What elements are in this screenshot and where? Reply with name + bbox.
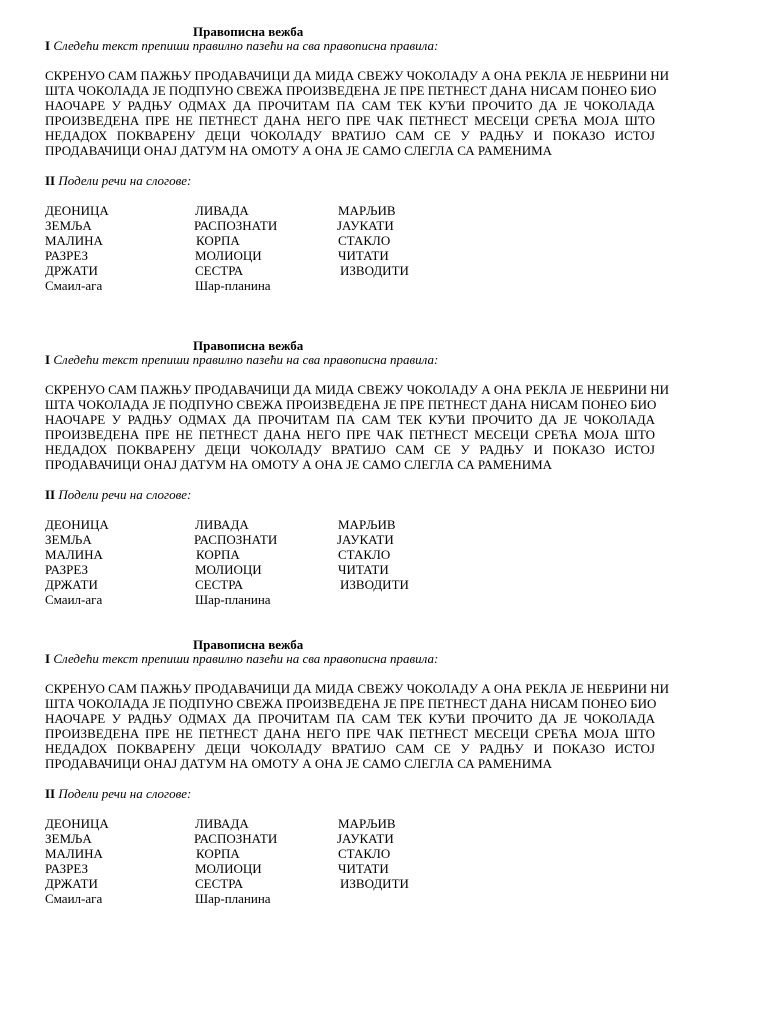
word-item: ЧИТАТИ bbox=[338, 861, 389, 876]
paragraph-line: ПРОДАВАЧИЦИ ОНАЈ ДАТУМ НА ОМОТУ А ОНА ЈЕ САМО СЛЕГЛА СА РАМЕНИМА bbox=[45, 756, 553, 771]
paragraph-line: СКРЕНУО САМ ПАЖЊУ ПРОДАВАЧИЦИ ДА МИДА СВЕЖУ ЧОКОЛАДУ А ОНА РЕКЛА ЈЕ НЕБРИНИ НИ bbox=[45, 681, 670, 696]
word-item: ЈАУКАТИ bbox=[337, 831, 394, 846]
task-1-number: I bbox=[45, 651, 51, 666]
paragraph-line: СКРЕНУО САМ ПАЖЊУ ПРОДАВАЧИЦИ ДА МИДА СВЕЖУ ЧОКОЛАДУ А ОНА РЕКЛА ЈЕ НЕБРИНИ НИ bbox=[45, 68, 670, 83]
word-item: ЧИТАТИ bbox=[338, 562, 389, 577]
uppercase-paragraph bbox=[45, 68, 670, 158]
paragraph-line: НЕДАДОХ ПОКВАРЕНУ ДЕЦИ ЧОКОЛАДУ ВРАТИЈО САМ СЕ У РАДЊУ И ПОКАЗО ИСТОЈ bbox=[45, 741, 655, 756]
word-item: ДЕОНИЦА bbox=[45, 203, 109, 218]
word-item: ИЗВОДИТИ bbox=[340, 263, 409, 278]
word-item: МАЛИНА bbox=[45, 233, 103, 248]
task-2-heading bbox=[45, 173, 191, 188]
word-item: РАСПОЗНАТИ bbox=[194, 218, 278, 233]
word-item: ЛИВАДА bbox=[195, 517, 249, 532]
task-2-heading bbox=[45, 487, 191, 502]
word-item: МАРЉИВ bbox=[338, 203, 396, 218]
paragraph-line: СКРЕНУО САМ ПАЖЊУ ПРОДАВАЧИЦИ ДА МИДА СВЕЖУ ЧОКОЛАДУ А ОНА РЕКЛА ЈЕ НЕБРИНИ НИ bbox=[45, 382, 670, 397]
word-item: КОРПА bbox=[196, 547, 240, 562]
paragraph-line: ШТА ЧОКОЛАДА ЈЕ ПОДПУНО СВЕЖА ПРОИЗВЕДЕНА ЈЕ ПРЕ ПЕТНЕСТ ДАНА НИСАМ ПОНЕО БИО bbox=[45, 83, 657, 98]
task-2-instruction: Подели речи на слогове: bbox=[58, 173, 192, 188]
word-item: Шар-планина bbox=[195, 592, 271, 607]
paragraph-line: ПРОДАВАЧИЦИ ОНАЈ ДАТУМ НА ОМОТУ А ОНА ЈЕ САМО СЛЕГЛА СА РАМЕНИМА bbox=[45, 143, 553, 158]
word-item: ДРЖАТИ bbox=[45, 263, 98, 278]
task-2-instruction: Подели речи на слогове: bbox=[58, 786, 192, 801]
word-item: ИЗВОДИТИ bbox=[340, 577, 409, 592]
task-1-number: I bbox=[45, 352, 51, 367]
uppercase-paragraph bbox=[45, 681, 670, 771]
task-1-instruction: Следећи текст препиши правилно пазећи на сва правописна правила: bbox=[53, 651, 439, 666]
task-2-number: II bbox=[45, 487, 56, 502]
word-item: ЈАУКАТИ bbox=[337, 532, 394, 547]
word-item: КОРПА bbox=[196, 233, 240, 248]
paragraph-line: НАОЧАРЕ У РАДЊУ ОДМАХ ДА ПРОЧИТАМ ПА САМ ТЕК КУЋИ ПРОЧИТО ДА ЈЕ ЧОКОЛАДА bbox=[45, 711, 655, 726]
word-item: СТАКЛО bbox=[338, 233, 391, 248]
word-item: Смаил-ага bbox=[45, 891, 103, 906]
word-item: ЗЕМЉА bbox=[45, 532, 92, 547]
word-item: ИЗВОДИТИ bbox=[340, 876, 409, 891]
exercise-copy-3 bbox=[45, 637, 670, 907]
task-2-heading bbox=[45, 786, 191, 801]
exercise-title: Правописна вежба bbox=[193, 24, 304, 39]
word-item: МОЛИОЦИ bbox=[195, 248, 262, 263]
word-item: СЕСТРА bbox=[195, 876, 244, 891]
word-item: СТАКЛО bbox=[338, 547, 391, 562]
word-item: РАСПОЗНАТИ bbox=[194, 532, 278, 547]
task-2-instruction: Подели речи на слогове: bbox=[58, 487, 192, 502]
word-item: Шар-планина bbox=[195, 891, 271, 906]
word-item: РАСПОЗНАТИ bbox=[194, 831, 278, 846]
word-item: ЗЕМЉА bbox=[45, 218, 92, 233]
paragraph-line: ШТА ЧОКОЛАДА ЈЕ ПОДПУНО СВЕЖА ПРОИЗВЕДЕНА ЈЕ ПРЕ ПЕТНЕСТ ДАНА НИСАМ ПОНЕО БИО bbox=[45, 696, 657, 711]
exercise-copy-2 bbox=[45, 338, 670, 608]
paragraph-line: НЕДАДОХ ПОКВАРЕНУ ДЕЦИ ЧОКОЛАДУ ВРАТИЈО САМ СЕ У РАДЊУ И ПОКАЗО ИСТОЈ bbox=[45, 128, 655, 143]
task-1-heading bbox=[45, 651, 438, 666]
word-item: МОЛИОЦИ bbox=[195, 562, 262, 577]
task-1-instruction: Следећи текст препиши правилно пазећи на сва правописна правила: bbox=[53, 352, 439, 367]
word-item: ДРЖАТИ bbox=[45, 876, 98, 891]
word-item: МАЛИНА bbox=[45, 547, 103, 562]
uppercase-paragraph bbox=[45, 382, 670, 472]
task-1-number: I bbox=[45, 38, 51, 53]
exercise-title: Правописна вежба bbox=[193, 338, 304, 353]
exercise-title: Правописна вежба bbox=[193, 637, 304, 652]
task-2-number: II bbox=[45, 173, 56, 188]
word-item: ЛИВАДА bbox=[195, 203, 249, 218]
word-item: СЕСТРА bbox=[195, 577, 244, 592]
task-1-heading bbox=[45, 352, 438, 367]
paragraph-line: НАОЧАРЕ У РАДЊУ ОДМАХ ДА ПРОЧИТАМ ПА САМ ТЕК КУЋИ ПРОЧИТО ДА ЈЕ ЧОКОЛАДА bbox=[45, 98, 655, 113]
word-item: ЈАУКАТИ bbox=[337, 218, 394, 233]
paragraph-line: НЕДАДОХ ПОКВАРЕНУ ДЕЦИ ЧОКОЛАДУ ВРАТИЈО САМ СЕ У РАДЊУ И ПОКАЗО ИСТОЈ bbox=[45, 442, 655, 457]
paragraph-line: ШТА ЧОКОЛАДА ЈЕ ПОДПУНО СВЕЖА ПРОИЗВЕДЕНА ЈЕ ПРЕ ПЕТНЕСТ ДАНА НИСАМ ПОНЕО БИО bbox=[45, 397, 657, 412]
paragraph-line: ПРОИЗВЕДЕНА ПРЕ НЕ ПЕТНЕСТ ДАНА НЕГО ПРЕ ЧАК ПЕТНЕСТ МЕСЕЦИ СРЕЋА МОЈА ШТО bbox=[45, 427, 655, 442]
word-item: ЗЕМЉА bbox=[45, 831, 92, 846]
word-item: РАЗРЕЗ bbox=[45, 562, 88, 577]
word-item: Смаил-ага bbox=[45, 592, 103, 607]
task-2-number: II bbox=[45, 786, 56, 801]
word-item: РАЗРЕЗ bbox=[45, 861, 88, 876]
paragraph-line: ПРОДАВАЧИЦИ ОНАЈ ДАТУМ НА ОМОТУ А ОНА ЈЕ САМО СЛЕГЛА СА РАМЕНИМА bbox=[45, 457, 553, 472]
word-item: МАРЉИВ bbox=[338, 816, 396, 831]
word-item: Смаил-ага bbox=[45, 278, 103, 293]
word-item: СТАКЛО bbox=[338, 846, 391, 861]
word-item: СЕСТРА bbox=[195, 263, 244, 278]
paragraph-line: ПРОИЗВЕДЕНА ПРЕ НЕ ПЕТНЕСТ ДАНА НЕГО ПРЕ ЧАК ПЕТНЕСТ МЕСЕЦИ СРЕЋА МОЈА ШТО bbox=[45, 113, 655, 128]
word-item: ЛИВАДА bbox=[195, 816, 249, 831]
word-item: РАЗРЕЗ bbox=[45, 248, 88, 263]
paragraph-line: НАОЧАРЕ У РАДЊУ ОДМАХ ДА ПРОЧИТАМ ПА САМ ТЕК КУЋИ ПРОЧИТО ДА ЈЕ ЧОКОЛАДА bbox=[45, 412, 655, 427]
word-item: Шар-планина bbox=[195, 278, 271, 293]
paragraph-line: ПРОИЗВЕДЕНА ПРЕ НЕ ПЕТНЕСТ ДАНА НЕГО ПРЕ ЧАК ПЕТНЕСТ МЕСЕЦИ СРЕЋА МОЈА ШТО bbox=[45, 726, 655, 741]
word-item: МАРЉИВ bbox=[338, 517, 396, 532]
task-1-instruction: Следећи текст препиши правилно пазећи на сва правописна правила: bbox=[53, 38, 439, 53]
exercise-copy-1 bbox=[45, 24, 670, 294]
word-item: МОЛИОЦИ bbox=[195, 861, 262, 876]
word-item: ДРЖАТИ bbox=[45, 577, 98, 592]
word-item: МАЛИНА bbox=[45, 846, 103, 861]
word-item: КОРПА bbox=[196, 846, 240, 861]
task-1-heading bbox=[45, 38, 438, 53]
word-item: ДЕОНИЦА bbox=[45, 816, 109, 831]
word-item: ДЕОНИЦА bbox=[45, 517, 109, 532]
word-item: ЧИТАТИ bbox=[338, 248, 389, 263]
